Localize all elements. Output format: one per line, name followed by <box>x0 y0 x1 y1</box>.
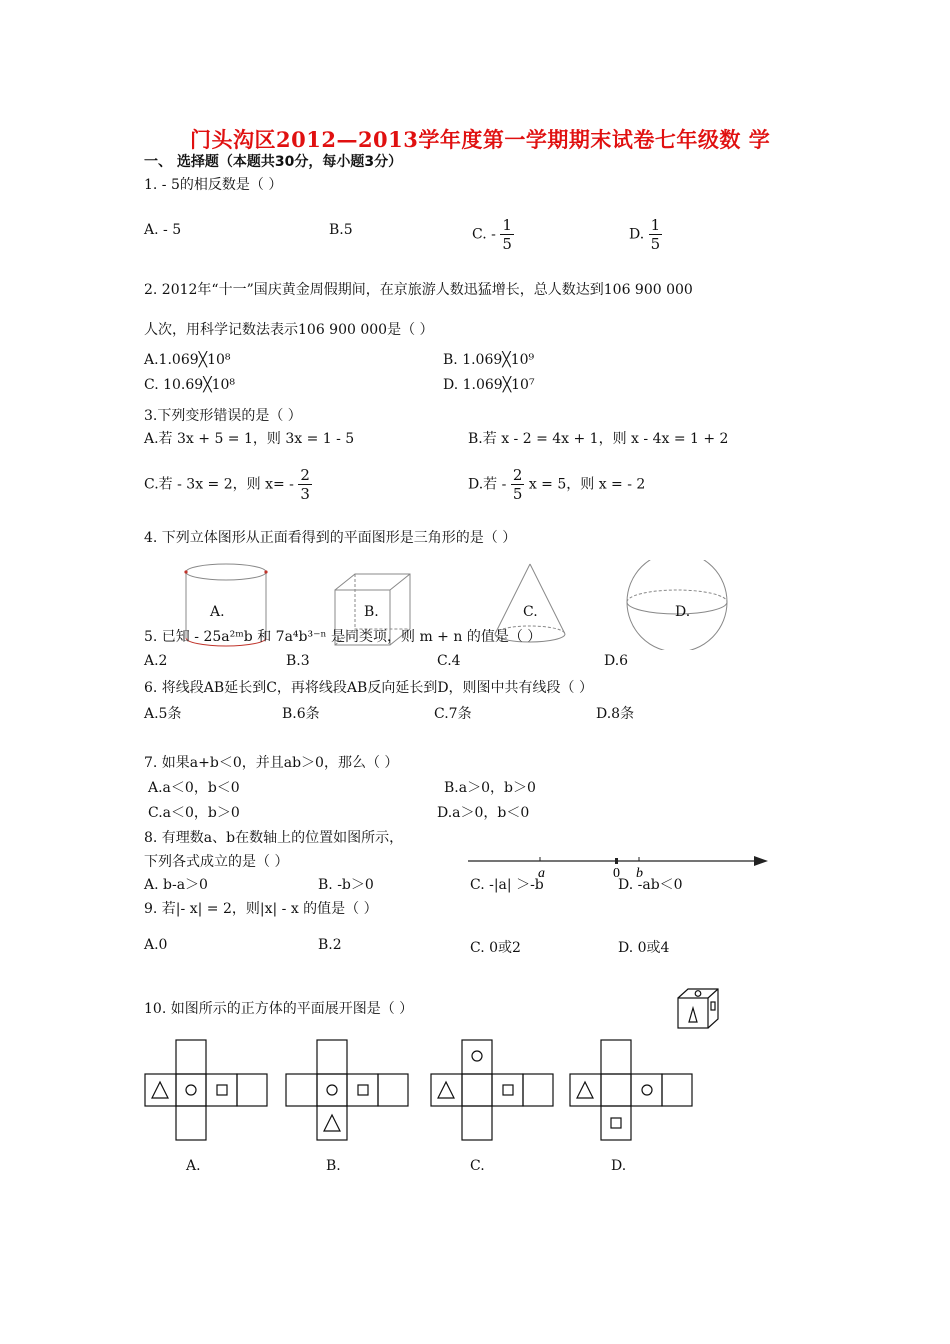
q10-option-a: A. <box>186 1158 201 1174</box>
axis-label-a: a <box>538 866 545 881</box>
q1-option-c: C. - $\frac{1}{5}$ <box>472 216 512 253</box>
q8-option-a: A. b-a＞0 <box>144 877 208 893</box>
q1-c-numerator: 1 <box>502 216 512 234</box>
q3-c-numerator: 2 <box>300 466 310 484</box>
q9-option-d: D. 0或4 <box>618 940 670 956</box>
q7-option-d: D.a＞0，b＜0 <box>437 805 530 821</box>
q2-option-b: B. 1.069╳10⁹ <box>443 352 535 368</box>
q1-c-denominator: 5 <box>502 235 512 253</box>
q4-option-c: C. <box>523 604 538 620</box>
q5-option-b: B.3 <box>286 653 310 669</box>
q3-option-d <box>468 466 645 503</box>
q6-option-c: C.7条 <box>434 706 472 722</box>
q3-option-c-fraction <box>298 466 312 503</box>
q6-stem: 6. 将线段AB延长到C，再将线段AB反向延长到D，则图中共有线段（ ） <box>144 680 593 696</box>
q1-option-c-label: C. <box>472 226 487 243</box>
q10-option-c: C. <box>470 1158 485 1174</box>
q5-stem: 5. 已知 - 25a²ᵐb 和 7a⁴b³⁻ⁿ 是同类项，则 m + n 的值是（ ） <box>144 629 542 645</box>
q1-d-denominator: 5 <box>650 235 661 253</box>
q1-d-numerator: 1 <box>650 216 661 234</box>
q2-stem-line1: 2. 2012年“十一”国庆黄金周假期间，在京旅游人数迅猛增长，总人数达到106 900 000 <box>144 282 693 298</box>
q7-stem: 7. 如果a+b＜0，并且ab＞0，那么（ ） <box>144 755 399 771</box>
q3-option-d-tail: x = 5，则 x = - 2 <box>528 476 646 493</box>
q8-stem-line1: 8. 有理数a、b在数轴上的位置如图所示， <box>144 830 404 846</box>
q4-option-b: B. <box>364 604 379 620</box>
q2-option-a: A.1.069╳10⁸ <box>144 352 231 368</box>
q1-option-d-label: D. <box>629 226 645 243</box>
q5-option-a: A.2 <box>144 653 168 669</box>
axis-label-0: 0 <box>613 866 620 881</box>
net-d <box>570 1040 692 1140</box>
q3-option-b: B.若 x - 2 = 4x + 1，则 x - 4x = 1 + 2 <box>468 431 729 447</box>
q9-option-b: B.2 <box>318 937 342 953</box>
q1-option-b: B.5 <box>329 222 353 238</box>
q9-option-c: C. 0或2 <box>470 940 521 956</box>
q6-option-b: B.6条 <box>282 706 320 722</box>
q4-option-d: D. <box>675 604 691 620</box>
axis-label-b: b <box>636 866 643 881</box>
q6-option-a: A.5条 <box>144 706 182 722</box>
q3-c-denominator: 3 <box>300 485 310 503</box>
q3-d-denominator: 5 <box>512 485 523 503</box>
net-a <box>145 1040 267 1140</box>
q7-option-b: B.a＞0，b＞0 <box>444 780 536 796</box>
q3-d-numerator: 2 <box>512 466 523 484</box>
section-heading: 一、 选择题（本题共30分，每小题3分） <box>144 154 403 170</box>
q3-option-d-text: D.若 - <box>468 476 507 493</box>
q10-option-b: B. <box>326 1158 341 1174</box>
q9-option-a: A.0 <box>144 937 168 953</box>
q3-option-d-fraction <box>511 466 525 503</box>
q8-option-d: D. -ab＜0 <box>618 877 683 893</box>
q3-stem: 3.下列变形错误的是（ ） <box>144 408 302 424</box>
q5-option-d: D.6 <box>604 653 629 669</box>
cube-reference-icon <box>676 986 722 1032</box>
q1-option-c-fraction <box>500 216 514 253</box>
q8-stem-line2: 下列各式成立的是（ ） <box>144 854 289 870</box>
q6-option-d: D.8条 <box>596 706 635 722</box>
q4-stem: 4. 下列立体图形从正面看得到的平面图形是三角形的是（ ） <box>144 530 517 546</box>
page-title: 门头沟区2012—2013学年度第一学期期末试卷七年级数 学 <box>190 127 771 152</box>
q1-stem: 1. - 5的相反数是（ ） <box>144 177 283 193</box>
q8-option-c: C. -|a| ＞-b <box>470 877 544 893</box>
cube-nets <box>140 1036 700 1146</box>
q2-option-c: C. 10.69╳10⁸ <box>144 377 236 393</box>
q3-option-a: A.若 3x + 5 = 1，则 3x = 1 - 5 <box>144 431 355 447</box>
q7-option-a: A.a＜0，b＜0 <box>148 780 240 796</box>
q4-option-a: A. <box>210 604 225 620</box>
q3-option-c-text: C.若 - 3x = 2，则 x= - <box>144 476 294 493</box>
net-b <box>286 1040 408 1140</box>
q1-option-a: A. - 5 <box>144 222 182 238</box>
net-c <box>431 1040 553 1140</box>
q7-option-c: C.a＜0，b＞0 <box>148 805 240 821</box>
q2-option-d: D. 1.069╳10⁷ <box>443 377 535 393</box>
q5-option-c: C.4 <box>437 653 461 669</box>
q2-stem-line2: 人次，用科学记数法表示106 900 000是（ ） <box>144 322 434 338</box>
q8-option-b: B. -b＞0 <box>318 877 374 893</box>
q3-option-c <box>144 466 312 503</box>
q1-option-d <box>629 216 662 253</box>
q1-option-d-fraction <box>649 216 663 253</box>
q10-option-d: D. <box>611 1158 627 1174</box>
q10-stem: 10. 如图所示的正方体的平面展开图是（ ） <box>144 1001 414 1017</box>
q9-stem: 9. 若|- x| = 2，则|x| - x 的值是（ ） <box>144 901 378 917</box>
